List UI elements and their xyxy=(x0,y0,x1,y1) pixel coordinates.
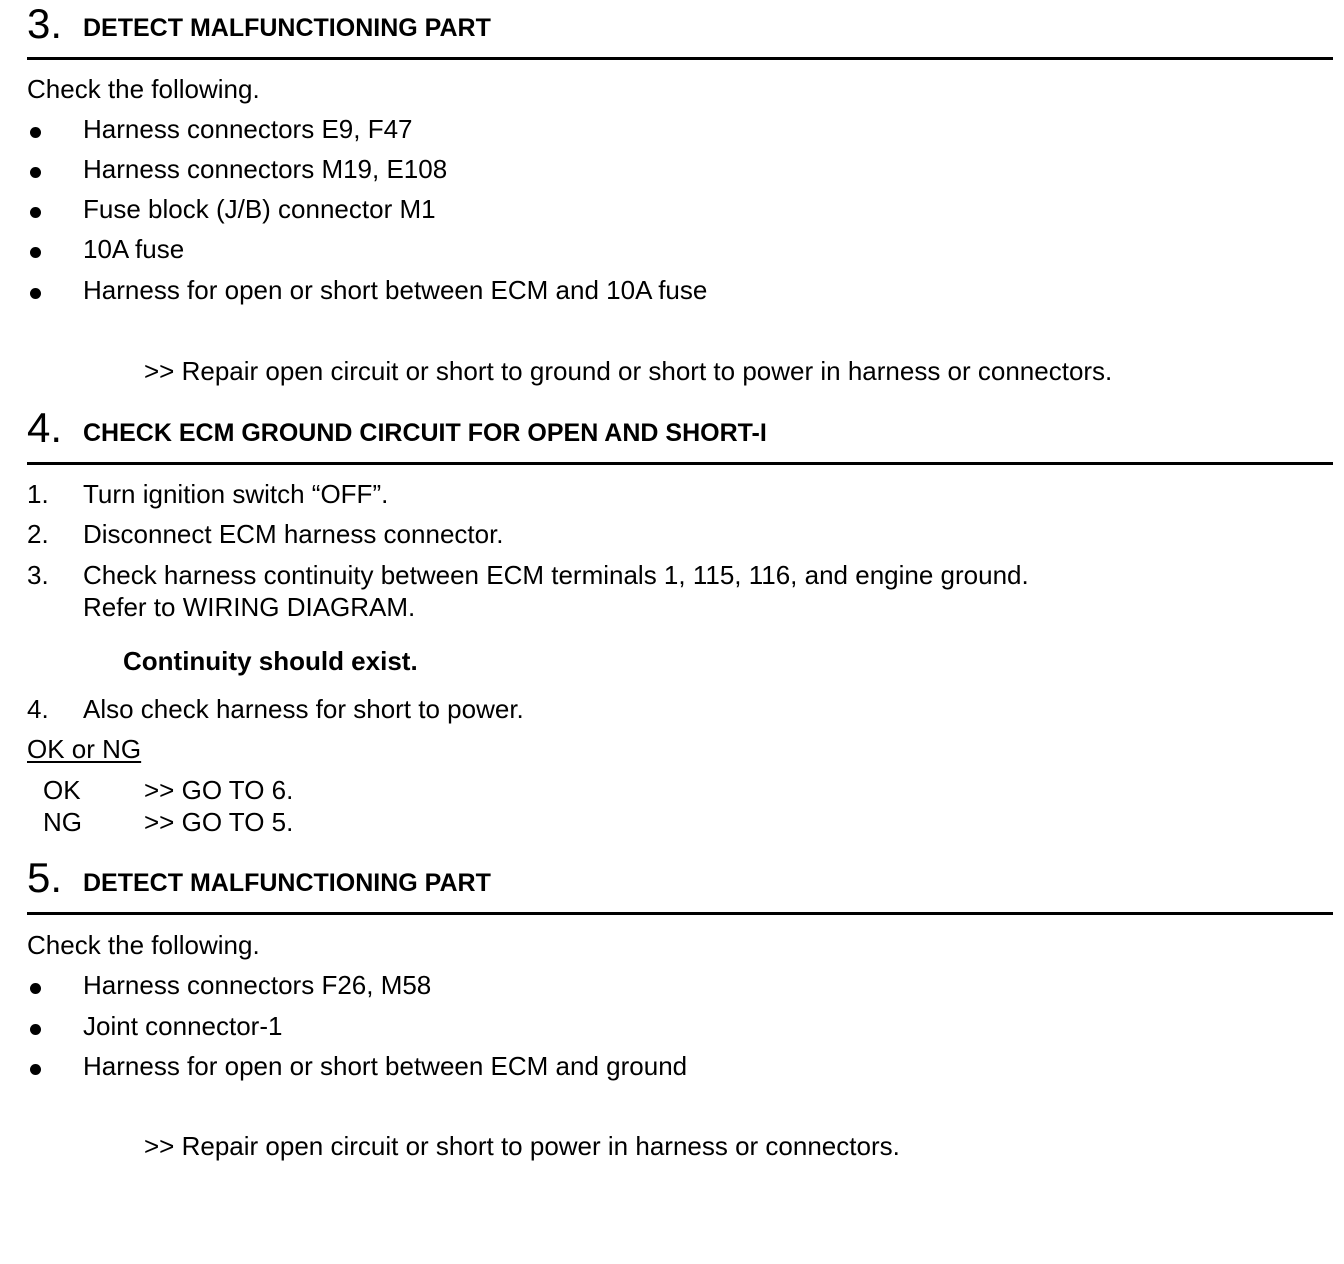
procedure-number: 4. xyxy=(27,694,49,724)
judgement-key: OK xyxy=(43,775,81,805)
list-item: 10A fuse xyxy=(83,234,185,264)
intro-text: Check the following. xyxy=(27,74,260,104)
judgement-key: NG xyxy=(43,807,82,837)
procedure-number: 1. xyxy=(27,479,49,509)
section-divider xyxy=(27,57,1333,60)
procedure-text: Turn ignition switch “OFF”. xyxy=(83,479,389,509)
section-divider xyxy=(27,462,1333,465)
list-item: Harness connectors E9, F47 xyxy=(83,114,413,144)
procedure-text: Also check harness for short to power. xyxy=(83,694,524,724)
step-title: DETECT MALFUNCTIONING PART xyxy=(83,869,491,897)
bullet-icon xyxy=(30,167,41,178)
step-title: CHECK ECM GROUND CIRCUIT FOR OPEN AND SHORT-I xyxy=(83,419,767,447)
judgement-label: OK or NG xyxy=(27,734,142,764)
step-title: DETECT MALFUNCTIONING PART xyxy=(83,14,491,42)
bullet-icon xyxy=(30,207,41,218)
list-item: Fuse block (J/B) connector M1 xyxy=(83,194,436,224)
step-number: 4. xyxy=(27,404,63,451)
procedure-number: 2. xyxy=(27,519,49,549)
bullet-icon xyxy=(30,247,41,258)
list-item: Harness connectors M19, E108 xyxy=(83,154,448,184)
judgement-action: >> GO TO 5. xyxy=(144,807,294,837)
list-item: Joint connector-1 xyxy=(83,1011,283,1041)
procedure-text: Check harness continuity between ECM terminals 1, 115, 116, and engine ground. xyxy=(83,560,1029,590)
procedure-number: 3. xyxy=(27,560,49,590)
list-item: Harness for open or short between ECM and 10A fuse xyxy=(83,275,708,305)
bullet-icon xyxy=(30,127,41,138)
result-text: >> Repair open circuit or short to ground or short to power in harness or connectors. xyxy=(144,356,1113,386)
result-text: >> Repair open circuit or short to power in harness or connectors. xyxy=(144,1131,900,1161)
list-item: Harness connectors F26, M58 xyxy=(83,970,432,1000)
step-number: 3. xyxy=(27,0,63,47)
judgement-action: >> GO TO 6. xyxy=(144,775,294,805)
bullet-icon xyxy=(30,1064,41,1075)
list-item: Harness for open or short between ECM and ground xyxy=(83,1051,688,1081)
spec-text: Continuity should exist. xyxy=(123,646,418,676)
intro-text: Check the following. xyxy=(27,930,260,960)
section-divider xyxy=(27,912,1333,915)
bullet-icon xyxy=(30,1024,41,1035)
procedure-text-continued: Refer to WIRING DIAGRAM. xyxy=(83,592,416,622)
bullet-icon xyxy=(30,983,41,994)
bullet-icon xyxy=(30,288,41,299)
procedure-text: Disconnect ECM harness connector. xyxy=(83,519,504,549)
step-number: 5. xyxy=(27,854,63,901)
